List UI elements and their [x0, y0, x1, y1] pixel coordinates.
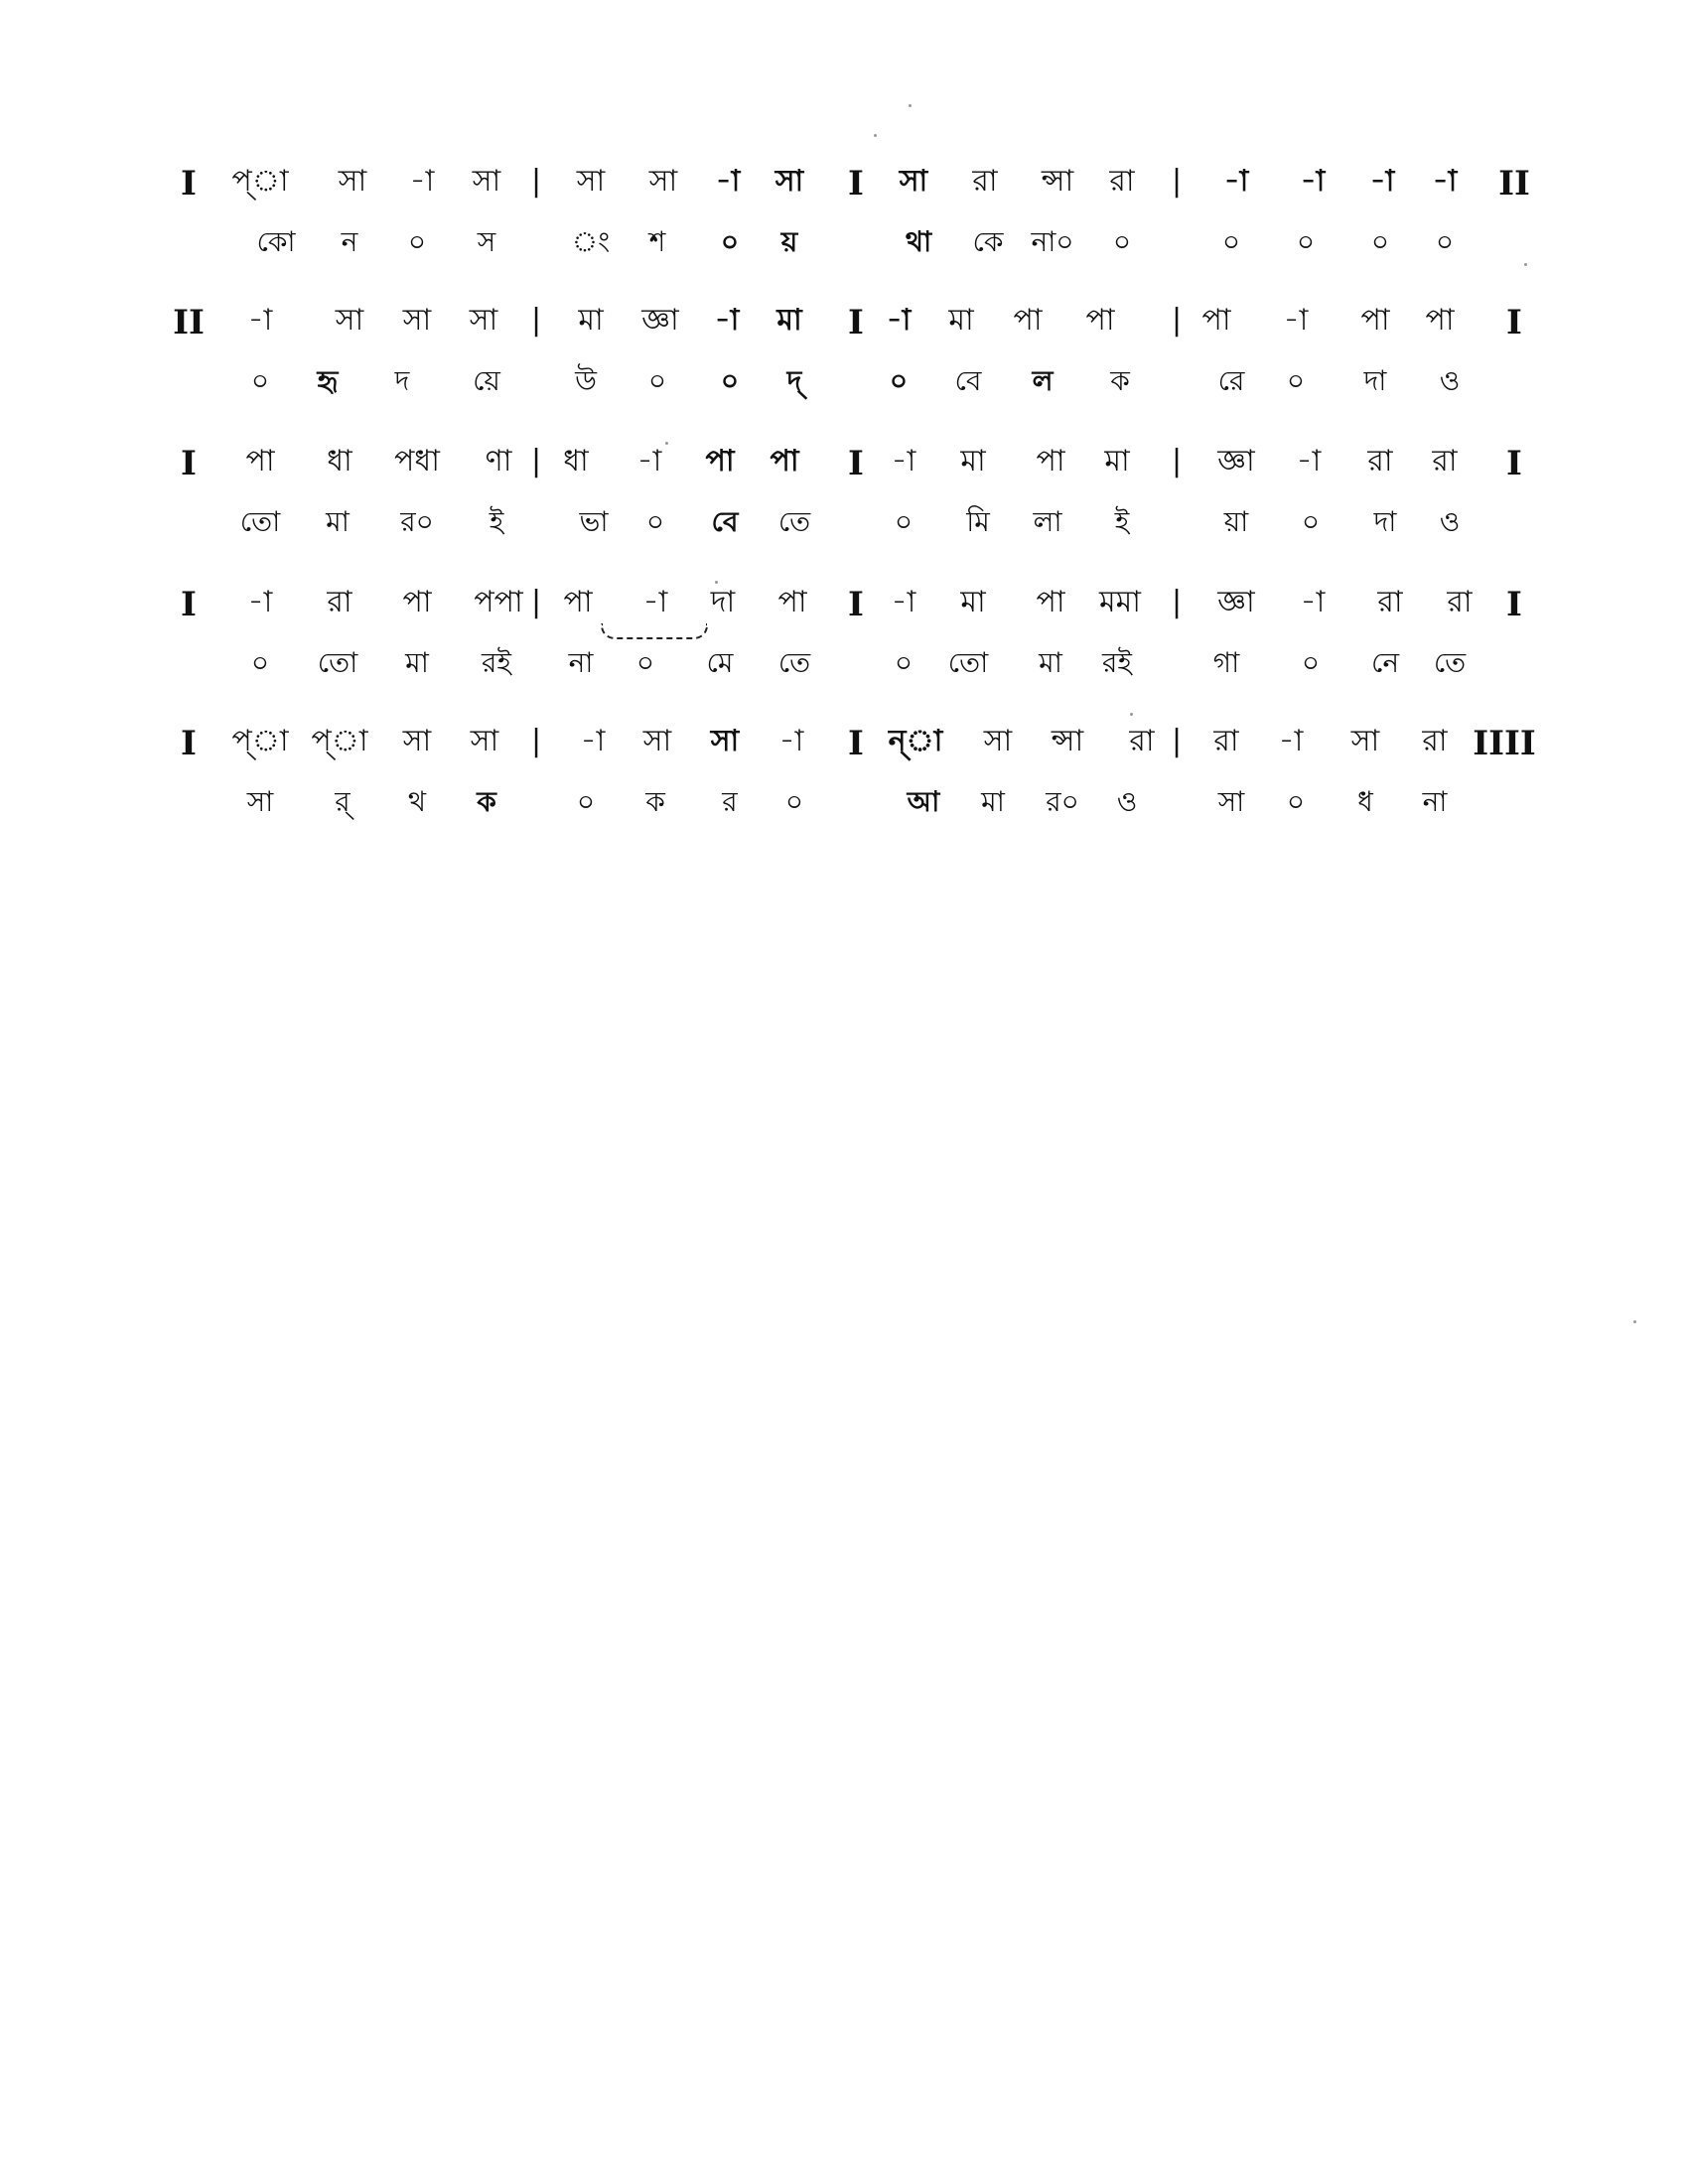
lyric-syllable: ক: [645, 785, 665, 818]
lyric-syllable: র০: [400, 505, 434, 538]
lyric-syllable: আ: [907, 785, 940, 818]
lyric-syllable: ল: [1032, 364, 1054, 397]
note: ণা: [485, 444, 512, 478]
bar-line: |: [530, 724, 542, 758]
lyric-syllable: দা: [1373, 505, 1397, 538]
lyric-syllable: রে: [1217, 364, 1245, 397]
note: পা: [1085, 303, 1115, 338]
lyric-syllable: ০: [1370, 225, 1390, 258]
lyric-syllable: না: [1422, 785, 1448, 818]
lyric-syllable: দ: [394, 364, 410, 397]
note: পা: [1036, 444, 1065, 478]
lyric-syllable: মা: [981, 785, 1005, 818]
bar-line: |: [530, 164, 542, 199]
lyric-syllable: মি: [966, 505, 990, 538]
note: রা: [1447, 585, 1473, 619]
lyric-syllable: মে: [706, 646, 734, 679]
note: সা: [338, 164, 367, 199]
stave-1: [0, 164, 1688, 276]
lyric-syllable: হৃ: [317, 364, 339, 397]
lyric-syllable: ০: [645, 505, 665, 538]
lyric-syllable: তে: [1433, 646, 1467, 679]
note: পপা: [474, 585, 523, 619]
scan-speck: [715, 581, 718, 584]
bar-line: I: [181, 444, 197, 483]
lyric-syllable: তে: [777, 646, 811, 679]
lyric-syllable: ০: [1435, 225, 1455, 258]
bar-line: |: [1171, 164, 1183, 199]
note: ন্সা: [1041, 164, 1074, 199]
note: -া: [642, 585, 668, 619]
lyric-syllable: না০: [1031, 225, 1074, 258]
note: সা: [642, 724, 672, 758]
note: -া: [636, 444, 662, 478]
note: -া: [1296, 444, 1322, 478]
lyric-syllable: লা: [1033, 505, 1062, 538]
note: সা: [576, 164, 606, 199]
note: রা: [1109, 164, 1135, 199]
bar-line: I: [848, 164, 864, 204]
lyric-syllable: ক: [477, 785, 496, 818]
bar-line: |: [530, 303, 542, 338]
lyric-syllable: ০: [894, 505, 914, 538]
note: জ্ঞা: [1217, 444, 1255, 478]
lyric-syllable: তো: [239, 505, 281, 538]
bar-line: II: [1498, 164, 1530, 204]
note: সা: [472, 164, 501, 199]
note: মা: [960, 444, 986, 478]
note: সা: [774, 164, 804, 199]
note: জ্ঞা: [1217, 585, 1255, 619]
note: পা: [770, 444, 799, 478]
note: -া: [580, 724, 606, 758]
stave-4: [0, 585, 1688, 697]
scan-speck: [909, 104, 912, 107]
note: জ্ঞা: [641, 303, 679, 338]
lyric-syllable: শ: [648, 225, 666, 258]
note: পধা: [394, 444, 440, 478]
note: পা: [705, 444, 735, 478]
bar-line: I: [1506, 585, 1522, 624]
lyric-syllable: ০: [1112, 225, 1132, 258]
lyric-syllable: মা: [405, 646, 429, 679]
lyric-syllable: র: [722, 785, 738, 818]
note: পা: [402, 585, 432, 619]
scan-speck: [1633, 1320, 1636, 1323]
scan-speck: [874, 134, 877, 137]
note: মমা: [1098, 585, 1142, 619]
scan-speck: [1130, 713, 1133, 716]
lyric-syllable: ভা: [579, 505, 609, 538]
note: -া: [409, 164, 435, 199]
note: সা: [469, 303, 498, 338]
lyric-syllable: ই: [489, 505, 504, 538]
note: -া: [1300, 164, 1326, 199]
bar-line: I: [181, 585, 197, 624]
note: পা: [1036, 585, 1065, 619]
lyric-syllable: না: [568, 646, 594, 679]
note: রা: [327, 585, 352, 619]
note: ধা: [563, 444, 589, 478]
lyric-syllable: ০: [250, 364, 270, 397]
bar-line: |: [530, 585, 542, 619]
lyric-syllable: ক: [1110, 364, 1130, 397]
lyric-syllable: ধ: [1357, 785, 1373, 818]
note: পা: [777, 585, 807, 619]
note: রা: [1377, 585, 1403, 619]
note: সা: [983, 724, 1013, 758]
lyric-syllable: সা: [1217, 785, 1245, 818]
note: প্া: [231, 164, 289, 199]
bar-line: IIII: [1473, 724, 1536, 763]
note: ন্সা: [1051, 724, 1084, 758]
note: রা: [1422, 724, 1448, 758]
note: রা: [1432, 444, 1458, 478]
scan-speck: [1524, 263, 1527, 266]
note: প্া: [311, 724, 368, 758]
note: সা: [402, 303, 432, 338]
note: ন্া: [888, 724, 943, 758]
lyric-syllable: থা: [905, 225, 932, 258]
lyric-syllable: দা: [1363, 364, 1387, 397]
bar-line: I: [1506, 303, 1522, 342]
note: মা: [578, 303, 604, 338]
lyric-syllable: ০: [720, 225, 740, 258]
bar-line: |: [1171, 444, 1183, 478]
note: সা: [470, 724, 499, 758]
lyric-syllable: কে: [972, 225, 1004, 258]
note: মা: [776, 303, 802, 338]
note: -া: [1300, 585, 1326, 619]
note: পা: [1360, 303, 1390, 338]
lyric-syllable: ০: [250, 646, 270, 679]
bar-line: |: [1171, 303, 1183, 338]
lyric-syllable: ও: [1439, 364, 1461, 397]
lyric-syllable: গা: [1212, 646, 1240, 679]
lyric-syllable: ০: [1286, 785, 1306, 818]
note: সা: [1350, 724, 1380, 758]
note: সা: [899, 164, 928, 199]
note: সা: [335, 303, 364, 338]
note: দা: [710, 585, 736, 619]
note: -া: [886, 303, 912, 338]
lyric-syllable: য়া: [1223, 505, 1249, 538]
note: -া: [891, 444, 916, 478]
lyric-syllable: স: [477, 225, 496, 258]
lyric-syllable: রই: [1102, 646, 1132, 679]
bar-line: I: [848, 724, 864, 763]
lyric-syllable: র্: [335, 785, 351, 818]
note: সা: [402, 724, 432, 758]
lyric-syllable: য়: [780, 225, 798, 258]
lyric-syllable: য়ে: [473, 364, 500, 397]
lyric-syllable: র০: [1046, 785, 1079, 818]
lyric-syllable: ০: [1286, 364, 1306, 397]
bar-line: I: [848, 585, 864, 624]
note: রা: [1213, 724, 1239, 758]
note: প্া: [231, 724, 289, 758]
lyric-syllable: সা: [246, 785, 274, 818]
note: পা: [563, 585, 593, 619]
note: -া: [247, 303, 273, 338]
lyric-syllable: নে: [1370, 646, 1400, 679]
lyric-syllable: বে: [954, 364, 982, 397]
lyric-syllable: ০: [635, 646, 655, 679]
note: -া: [1432, 164, 1458, 199]
lyric-syllable: ০: [889, 364, 909, 397]
bar-line: |: [1171, 585, 1183, 619]
bar-line: II: [173, 303, 205, 342]
lyric-syllable: ই: [1114, 505, 1130, 538]
lyric-syllable: তে: [777, 505, 811, 538]
bar-line: |: [530, 444, 542, 478]
note: রা: [1367, 444, 1393, 478]
lyric-syllable: কো: [256, 225, 296, 258]
bar-line: I: [848, 444, 864, 483]
stave-3: [0, 444, 1688, 556]
lyric-syllable: ন: [341, 225, 358, 258]
lyric-syllable: ০: [894, 646, 914, 679]
bar-line: I: [848, 303, 864, 342]
note: পা: [1425, 303, 1455, 338]
bar-line: I: [181, 724, 197, 763]
lyric-syllable: ং: [571, 225, 611, 258]
lyric-syllable: মা: [1039, 646, 1062, 679]
lyric-syllable: তো: [947, 646, 989, 679]
note: মা: [948, 303, 974, 338]
bar-line: I: [1506, 444, 1522, 483]
note: মা: [960, 585, 986, 619]
bar-line: I: [181, 164, 197, 204]
lyric-syllable: উ: [575, 364, 597, 397]
lyric-syllable: থ: [407, 785, 427, 818]
note: -া: [1223, 164, 1249, 199]
scan-speck: [665, 442, 668, 445]
note: সা: [648, 164, 678, 199]
note: সা: [710, 724, 740, 758]
note: -া: [714, 303, 740, 338]
lyric-syllable: রই: [482, 646, 511, 679]
lyric-syllable: ০: [720, 364, 740, 397]
lyric-syllable: ০: [1301, 646, 1321, 679]
note: -া: [1369, 164, 1395, 199]
lyric-syllable: ও: [1116, 785, 1138, 818]
note: পা: [1013, 303, 1043, 338]
lyric-syllable: দ্: [786, 364, 802, 397]
note: -া: [715, 164, 741, 199]
note: -া: [891, 585, 916, 619]
note: পা: [1201, 303, 1231, 338]
lyric-syllable: ০: [1296, 225, 1316, 258]
lyric-syllable: ০: [1301, 505, 1321, 538]
note: পা: [245, 444, 275, 478]
lyric-syllable: বে: [711, 505, 739, 538]
lyric-syllable: ০: [647, 364, 667, 397]
note: -া: [778, 724, 804, 758]
note: -া: [1278, 724, 1304, 758]
lyric-syllable: তো: [317, 646, 358, 679]
note: -া: [247, 585, 273, 619]
lyric-syllable: ০: [576, 785, 596, 818]
lyric-syllable: মা: [326, 505, 350, 538]
lyric-syllable: ০: [407, 225, 427, 258]
lyric-syllable: ০: [784, 785, 804, 818]
note: রা: [1129, 724, 1155, 758]
note: মা: [1104, 444, 1130, 478]
note: রা: [972, 164, 998, 199]
note: ধা: [327, 444, 352, 478]
stave-2: [0, 303, 1688, 415]
note: -া: [1283, 303, 1309, 338]
bar-line: |: [1171, 724, 1183, 758]
stave-5: [0, 724, 1688, 836]
slur-mark: [601, 623, 708, 639]
lyric-syllable: ০: [1221, 225, 1241, 258]
lyric-syllable: ও: [1439, 505, 1461, 538]
